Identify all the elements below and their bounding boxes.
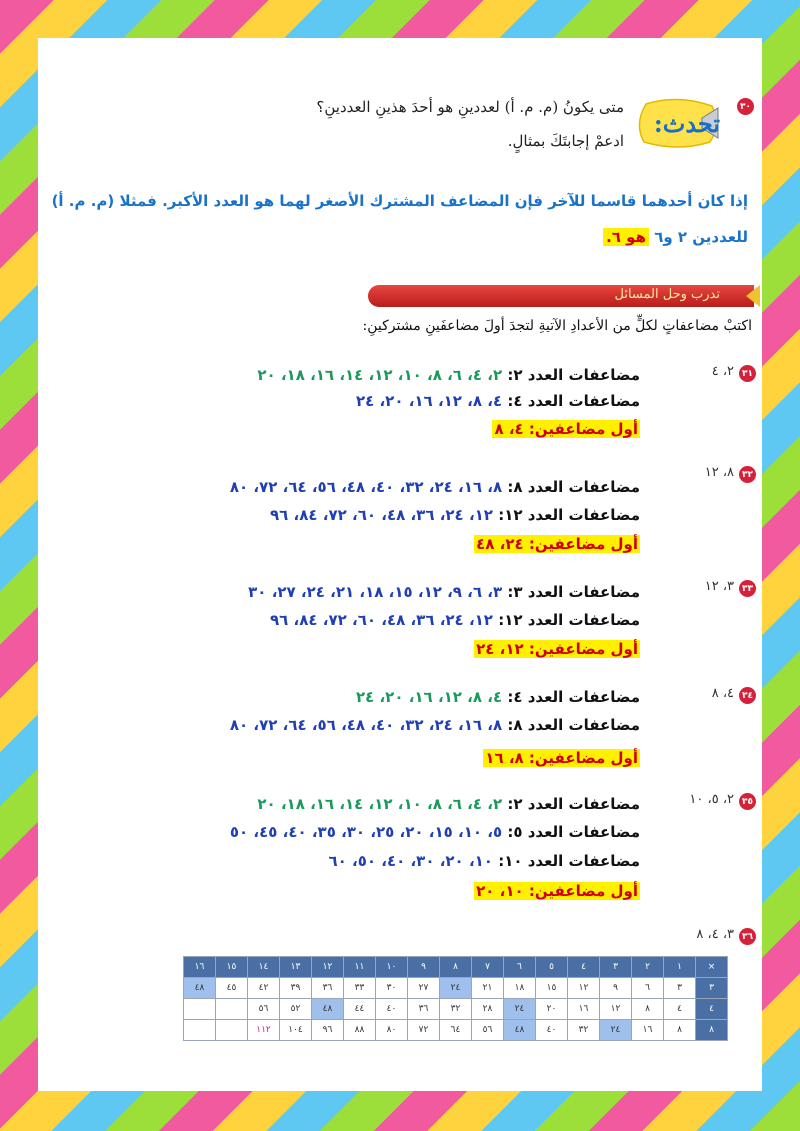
table-header-cell: ١١ [344, 957, 376, 978]
problem-number: ٣٤ [739, 687, 756, 704]
problem-numbers: ٤، ٨ [711, 686, 734, 701]
multiples-row: مضاعفات العدد ٢: ٢، ٤، ٦، ٨، ١٠، ١٢، ١٤، ١٦، ١٨، ٢٠ [257, 795, 640, 813]
result-row: أول مضاعفين: ٨، ١٦ [485, 749, 638, 767]
multiples-row: مضاعفات العدد ٤: ٤، ٨، ١٢، ١٦، ٢٠، ٢٤ [355, 392, 640, 410]
multiples-row: مضاعفات العدد ١٢: ١٢، ٢٤، ٣٦، ٤٨، ٦٠، ٧٢، ٨٤، ٩٦ [270, 506, 640, 524]
table-cell [184, 1020, 216, 1041]
multiples-row: مضاعفات العدد ٢: ٢، ٤، ٦، ٨، ١٠، ١٢، ١٤، ١٦، ١٨، ٢٠ [257, 366, 640, 384]
table-header-cell: ١٢ [312, 957, 344, 978]
multiples-row: مضاعفات العدد ١٢: ١٢، ٢٤، ٣٦، ٤٨، ٦٠، ٧٢، ٨٤، ٩٦ [270, 611, 640, 629]
table-header-cell: ١٥ [216, 957, 248, 978]
table-row-head: ٣ [696, 978, 728, 999]
table-row [184, 999, 728, 1020]
table-cell: ١٦ [632, 1020, 664, 1041]
table-cell: ٧٢ [408, 1020, 440, 1041]
problem-numbers: ٣، ١٢ [704, 579, 734, 594]
table-cell: ٨ [664, 1020, 696, 1041]
table-header-cell: ٧ [472, 957, 504, 978]
table-cell: ٢٨ [472, 999, 504, 1020]
result-row: أول مضاعفين: ٢٤، ٤٨ [476, 535, 638, 553]
table-cell: ٤٠ [376, 999, 408, 1020]
table-cell: ٢١ [472, 978, 504, 999]
table-cell: ٣٢ [440, 999, 472, 1020]
result-row: أول مضاعفين: ١٠، ٢٠ [476, 882, 638, 900]
table-cell: ٤٨ [312, 999, 344, 1020]
multiples-row: مضاعفات العدد ٨: ٨، ١٦، ٢٤، ٣٢، ٤٠، ٤٨، ٥٦، ٦٤، ٧٢، ٨٠ [229, 478, 640, 496]
table-cell [216, 1020, 248, 1041]
table-cell: ٦ [632, 978, 664, 999]
table-cell: ٤٨ [504, 1020, 536, 1041]
result-row: أول مضاعفين: ١٢، ٢٤ [476, 640, 638, 658]
table-row [184, 1020, 728, 1041]
multiplication-table [183, 956, 728, 1041]
problem-numbers: ٢، ٤ [711, 364, 734, 379]
table-header-cell: ٢ [632, 957, 664, 978]
table-cell: ٣٩ [280, 978, 312, 999]
table-cell: ٤٢ [248, 978, 280, 999]
table-cell: ٢٤ [440, 978, 472, 999]
table-cell: ١٥ [536, 978, 568, 999]
section-header [368, 285, 754, 307]
table-cell: ١٢ [568, 978, 600, 999]
table-header-cell: ١٣ [280, 957, 312, 978]
table-row-head: ٤ [696, 999, 728, 1020]
multiples-row: مضاعفات العدد ٣: ٣، ٦، ٩، ١٢، ١٥، ١٨، ٢١، ٢٤، ٢٧، ٣٠ [248, 583, 640, 601]
table-cell: ٢٤ [600, 1020, 632, 1041]
table-header-cell: ١٠ [376, 957, 408, 978]
table-cell: ٥٦ [472, 1020, 504, 1041]
instruction: اكتبْ مضاعفاتٍ لكلٍّ من الأعدادِ الآتيةِ لتجدَ أولَ مضاعفَينِ مشتركينِ: [362, 318, 752, 334]
talk-badge [632, 96, 724, 150]
table-header-cell: ٨ [440, 957, 472, 978]
table-row [184, 978, 728, 999]
question-line-1: متى يكونُ (م. م. أ) لعددينِ هو أحدَ هذينِ العددينِ؟ [316, 98, 624, 116]
table-cell: ٤ [664, 999, 696, 1020]
problem-number: ٣٥ [739, 793, 756, 810]
table-cell: ٥٢ [280, 999, 312, 1020]
table-cell: ٤٤ [344, 999, 376, 1020]
multiples-row: مضاعفات العدد ١٠: ١٠، ٢٠، ٣٠، ٤٠، ٥٠، ٦٠ [328, 852, 640, 870]
table-cell: ٢٤ [504, 999, 536, 1020]
table-cell: ٤٨ [184, 978, 216, 999]
table-cell: ٨٨ [344, 1020, 376, 1041]
problem-number: ٣٢ [739, 466, 756, 483]
table-header-cell: × [696, 957, 728, 978]
multiples-row: مضاعفات العدد ٥: ٥، ١٠، ١٥، ٢٠، ٢٥، ٣٠، ٣٥، ٤٠، ٤٥، ٥٠ [229, 823, 640, 841]
workbook-page [38, 38, 762, 1091]
table-header-cell: ١ [664, 957, 696, 978]
table-cell: ١١٢ [248, 1020, 280, 1041]
answer-line-2 [603, 222, 748, 252]
table-cell: ٨ [632, 999, 664, 1020]
question-number-30: ٣٠ [737, 98, 754, 115]
table-cell: ٣٦ [408, 999, 440, 1020]
table-cell: ٩ [600, 978, 632, 999]
table-cell: ١٠٤ [280, 1020, 312, 1041]
table-header-cell: ٦ [504, 957, 536, 978]
table-cell: ١٢ [600, 999, 632, 1020]
problem-number: ٣٦ [739, 928, 756, 945]
table-cell: ٦٤ [440, 1020, 472, 1041]
problem-number: ٣٣ [739, 580, 756, 597]
table-header-cell: ٩ [408, 957, 440, 978]
table-cell: ٤٠ [536, 1020, 568, 1041]
table-cell: ٣٦ [312, 978, 344, 999]
table-cell [184, 999, 216, 1020]
multiples-row: مضاعفات العدد ٨: ٨، ١٦، ٢٤، ٣٢، ٤٠، ٤٨، ٥٦، ٦٤، ٧٢، ٨٠ [229, 716, 640, 734]
question-line-2: ادعمْ إجابتَكَ بمثالٍ. [507, 132, 624, 150]
table-header-cell: ٤ [568, 957, 600, 978]
table-cell: ٩٦ [312, 1020, 344, 1041]
answer-line-2-text: للعددين ٢ و٦ [654, 228, 748, 246]
table-cell: ٥٦ [248, 999, 280, 1020]
table-cell: ٢٧ [408, 978, 440, 999]
table-cell [216, 999, 248, 1020]
table-cell: ٤٥ [216, 978, 248, 999]
table-header-cell: ٥ [536, 957, 568, 978]
problem-numbers: ٣، ٤، ٨ [696, 927, 734, 942]
problem-numbers: ٢، ٥، ١٠ [689, 792, 734, 807]
table-header-cell: ٣ [600, 957, 632, 978]
table-cell: ٢٠ [536, 999, 568, 1020]
table-header-row [184, 957, 728, 978]
section-title: تدرب وحل المسائل [614, 287, 720, 302]
result-row: أول مضاعفين: ٤، ٨ [494, 420, 638, 438]
table-cell: ١٨ [504, 978, 536, 999]
answer-line-1: إذا كان أحدهما قاسما للآخر فإن المضاعف المشترك الأصغر لهما هو العدد الأكبر. فمثلا (م. م. أ) [51, 192, 748, 210]
table-cell: ٣٢ [568, 1020, 600, 1041]
arrow-icon [746, 285, 760, 307]
table-cell: ٣٣ [344, 978, 376, 999]
problem-numbers: ٨، ١٢ [704, 465, 734, 480]
table-row-head: ٨ [696, 1020, 728, 1041]
table-header-cell: ١٦ [184, 957, 216, 978]
table-cell: ٣٠ [376, 978, 408, 999]
table-header-cell: ١٤ [248, 957, 280, 978]
problem-number: ٣١ [739, 365, 756, 382]
table-cell: ١٦ [568, 999, 600, 1020]
answer-highlight: هو ٦. [603, 228, 649, 246]
table-cell: ٨٠ [376, 1020, 408, 1041]
multiples-row: مضاعفات العدد ٤: ٤، ٨، ١٢، ١٦، ٢٠، ٢٤ [355, 688, 640, 706]
talk-label: تحدث: [653, 109, 721, 138]
table-cell: ٣ [664, 978, 696, 999]
